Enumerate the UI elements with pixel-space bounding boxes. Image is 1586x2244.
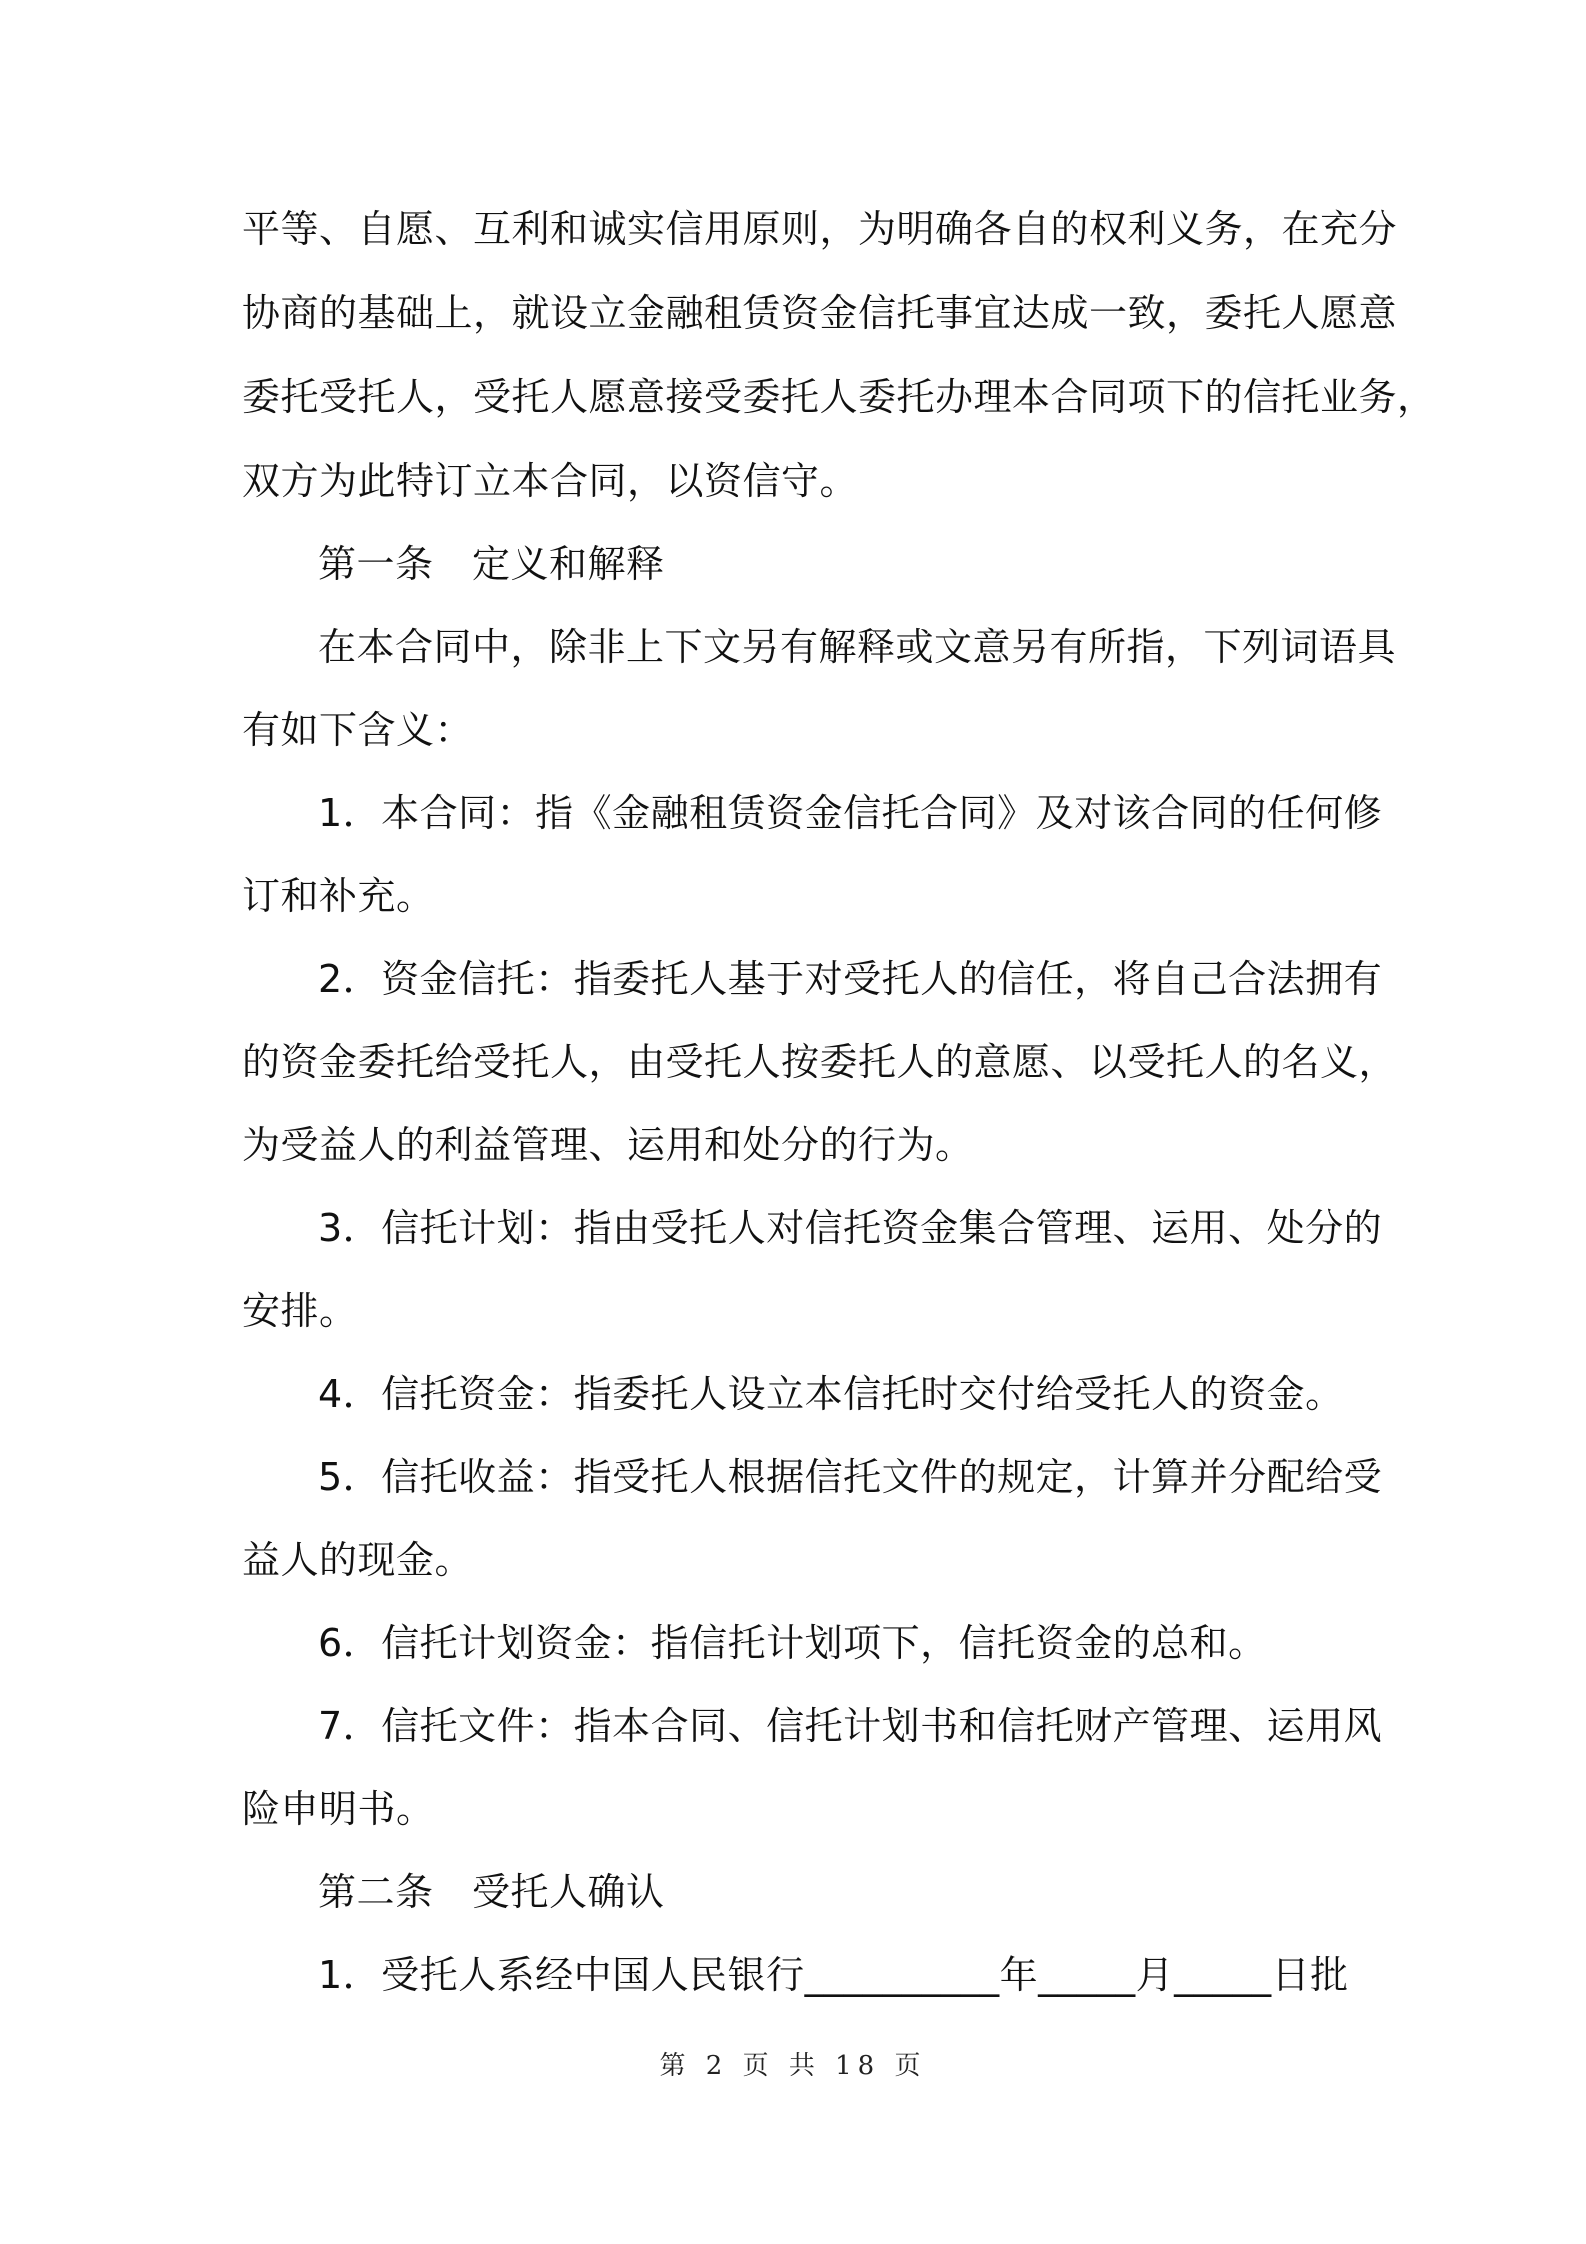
definition-item: 4．信托资金：指委托人设立本信托时交付给受托人的资金。 xyxy=(318,1372,1344,1416)
definition-item: 3．信托计划：指由受托人对信托资金集合管理、运用、处分的 xyxy=(318,1206,1383,1250)
paragraph-line: 的资金委托给受托人，由受托人按委托人的意愿、以受托人的名义， xyxy=(242,1040,1398,1084)
section-heading-1: 第一条 定义和解释 xyxy=(318,542,665,586)
paragraph-line: 益人的现金。 xyxy=(242,1538,474,1582)
section-heading-2: 第二条 受托人确认 xyxy=(318,1870,665,1914)
definition-item: 7．信托文件：指本合同、信托计划书和信托财产管理、运用风 xyxy=(318,1704,1383,1748)
paragraph-line: 订和补充。 xyxy=(242,874,435,918)
definition-item: 6．信托计划资金：指信托计划项下，信托资金的总和。 xyxy=(318,1621,1267,1665)
paragraph-line: 在本合同中，除非上下文另有解释或文意另有所指，下列词语具 xyxy=(318,625,1397,669)
paragraph-line: 为受益人的利益管理、运用和处分的行为。 xyxy=(242,1123,974,1167)
definition-item: 2．资金信托：指委托人基于对受托人的信任，将自己合法拥有 xyxy=(318,957,1383,1001)
paragraph-line: 有如下含义： xyxy=(242,708,474,752)
page-number-footer: 第 2 页 共 18 页 xyxy=(659,2051,927,2081)
paragraph-line: 险申明书。 xyxy=(242,1787,435,1831)
paragraph-line: 委托受托人，受托人愿意接受委托人委托办理本合同项下的信托业务， xyxy=(242,375,1436,419)
paragraph-line: 双方为此特订立本合同，以资信守。 xyxy=(242,459,859,503)
definition-item: 1．本合同：指《金融租赁资金信托合同》及对该合同的任何修 xyxy=(318,791,1383,835)
definition-item: 5．信托收益：指受托人根据信托文件的规定，计算并分配给受 xyxy=(318,1455,1383,1499)
paragraph-line: 平等、自愿、互利和诚实信用原则，为明确各自的权利义务，在充分 xyxy=(242,207,1398,251)
paragraph-line: 协商的基础上，就设立金融租赁资金信托事宜达成一致，委托人愿意 xyxy=(242,291,1398,335)
paragraph-line: 安排。 xyxy=(242,1289,358,1333)
paragraph-line: 1．受托人系经中国人民银行__________年_____月_____日批 xyxy=(318,1953,1349,1997)
